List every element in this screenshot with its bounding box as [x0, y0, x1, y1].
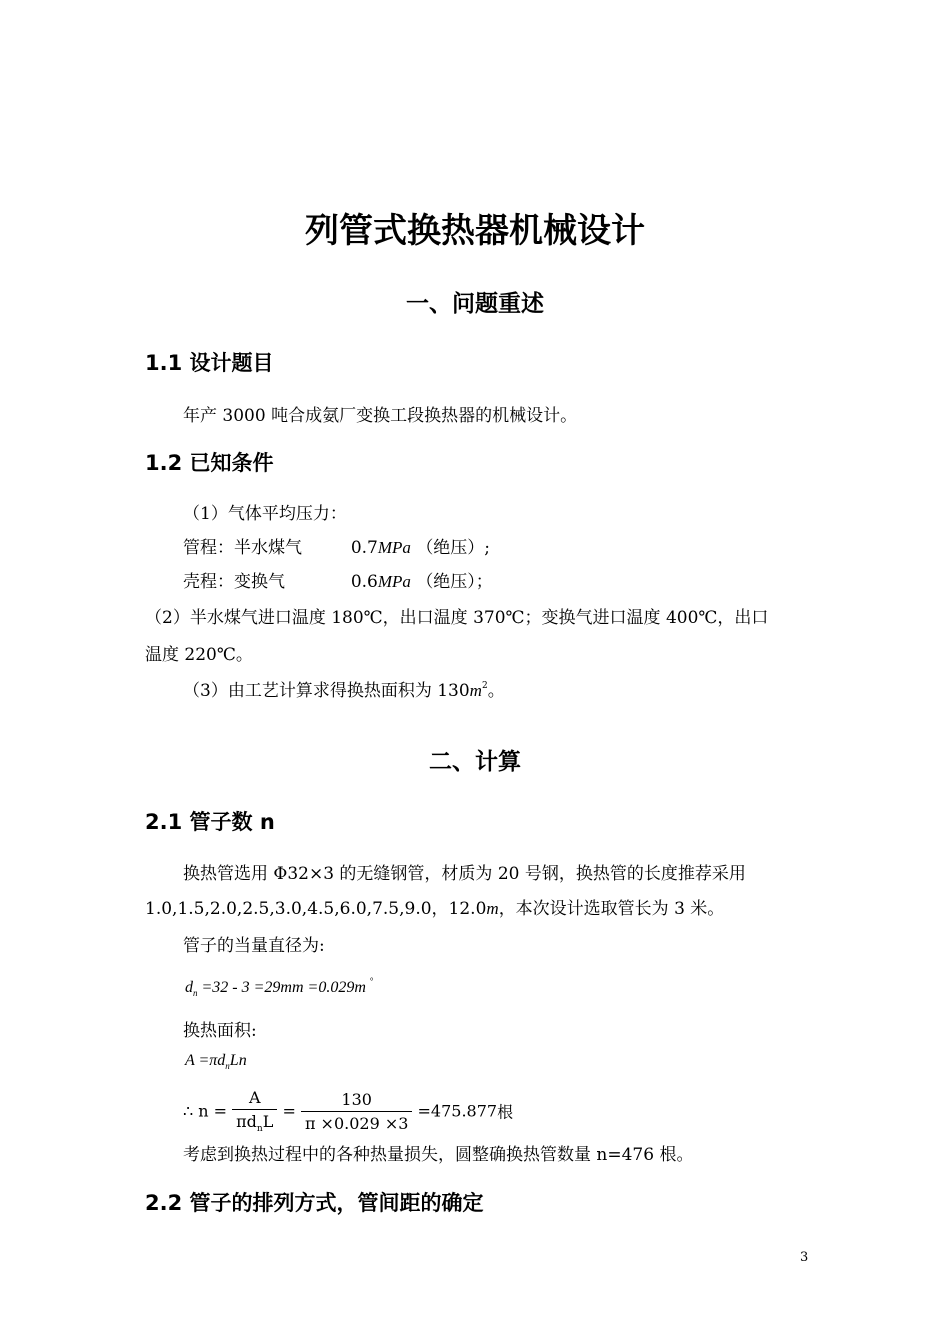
tube-selection-line-2	[145, 894, 724, 919]
shell-side-pressure: 0.6	[350, 572, 378, 592]
subsection-heading-2-1: 2.1 管子数 n	[145, 810, 275, 834]
eq-result: =475.877	[417, 1101, 498, 1121]
condition-3-end: 。	[487, 681, 505, 701]
fraction-denominator: π ×0.029 ×3	[304, 1113, 409, 1133]
subsection-heading-1-2: 1.2 已知条件	[145, 451, 274, 475]
tube-selection-line-1: 换热管选用 Φ32×3 的无缝钢管，材质为 20 号钢，换热管的长度推荐采用	[183, 864, 746, 884]
eq-diameter-body: =32 - 3 =29mm =0.029m	[201, 979, 366, 996]
den-subscript: n	[256, 1124, 263, 1134]
tube-length-choice: ，本次设计选取管长为 3 米。	[498, 899, 725, 919]
den-pi-d: πd	[236, 1112, 257, 1131]
condition-1: （1）气体平均压力：	[183, 504, 347, 524]
tube-side-note: （绝压）;	[416, 538, 491, 558]
fraction-denominator	[232, 1110, 277, 1134]
subsection-heading-2-2: 2.2 管子的排列方式，管间距的确定	[145, 1191, 484, 1215]
page-title: 列管式换热器机械设计	[305, 211, 645, 251]
condition-3-text: （3）由工艺计算求得换热面积为 130	[183, 681, 470, 701]
eq-subscript: n	[193, 988, 198, 998]
shell-side-label: 壳程：变换气	[183, 572, 285, 592]
fraction-numerator: A	[232, 1088, 277, 1110]
fraction-numerator: 130	[301, 1090, 412, 1112]
shell-side-note: （绝压）；	[416, 572, 493, 592]
eq-area-rhs: Ln	[229, 1052, 247, 1069]
eq-end-mark: °	[369, 976, 374, 986]
eq-n-lhs: ∴ n =	[183, 1101, 228, 1121]
fraction-values	[301, 1090, 412, 1133]
heat-area-intro: 换热面积:	[183, 1021, 257, 1041]
tube-side-line	[183, 533, 490, 558]
tube-side-pressure: 0.7	[350, 538, 378, 558]
equation-area	[185, 1052, 247, 1071]
den-length: L	[262, 1112, 274, 1131]
length-unit: m	[486, 899, 499, 918]
section-heading-2: 二、计算	[429, 749, 521, 775]
condition-2-line-2: 温度 220℃。	[145, 645, 253, 665]
area-unit-exponent: 2	[481, 681, 488, 691]
section-heading-1: 一、问题重述	[406, 291, 544, 317]
equivalent-diameter-intro: 管子的当量直径为:	[183, 936, 325, 956]
equation-tube-count	[183, 1088, 513, 1134]
area-unit: m	[469, 681, 482, 700]
pressure-unit: MPa	[377, 538, 411, 557]
eq-subscript: n	[225, 1061, 230, 1071]
subsection-heading-1-1: 1.1 设计题目	[145, 351, 274, 375]
condition-2-line-1: （2）半水煤气进口温度 180℃，出口温度 370℃；变换气进口温度 400℃，出口	[145, 608, 769, 628]
tube-side-label: 管程：半水煤气	[183, 538, 302, 558]
tube-lengths: 1.0,1.5,2.0,2.5,3.0,4.5,6.0,7.5,9.0，12.0	[145, 899, 487, 919]
eq-result-unit: 根	[497, 1102, 514, 1122]
eq-area-lhs: A =πd	[185, 1052, 226, 1069]
paragraph-design-topic: 年产 3000 吨合成氨厂变换工段换热器的机械设计。	[183, 406, 578, 426]
fraction-area-over-perimeter	[232, 1088, 277, 1134]
page-number: 3	[800, 1250, 809, 1265]
eq-symbol-d: d	[185, 979, 193, 996]
equation-diameter	[185, 976, 374, 998]
condition-3	[183, 676, 505, 701]
tube-count-conclusion: 考虑到换热过程中的各种热量损失，圆整确换热管数量 n=476 根。	[183, 1145, 694, 1165]
pressure-unit: MPa	[377, 572, 411, 591]
eq-equals: =	[282, 1101, 296, 1121]
shell-side-line	[183, 567, 493, 592]
